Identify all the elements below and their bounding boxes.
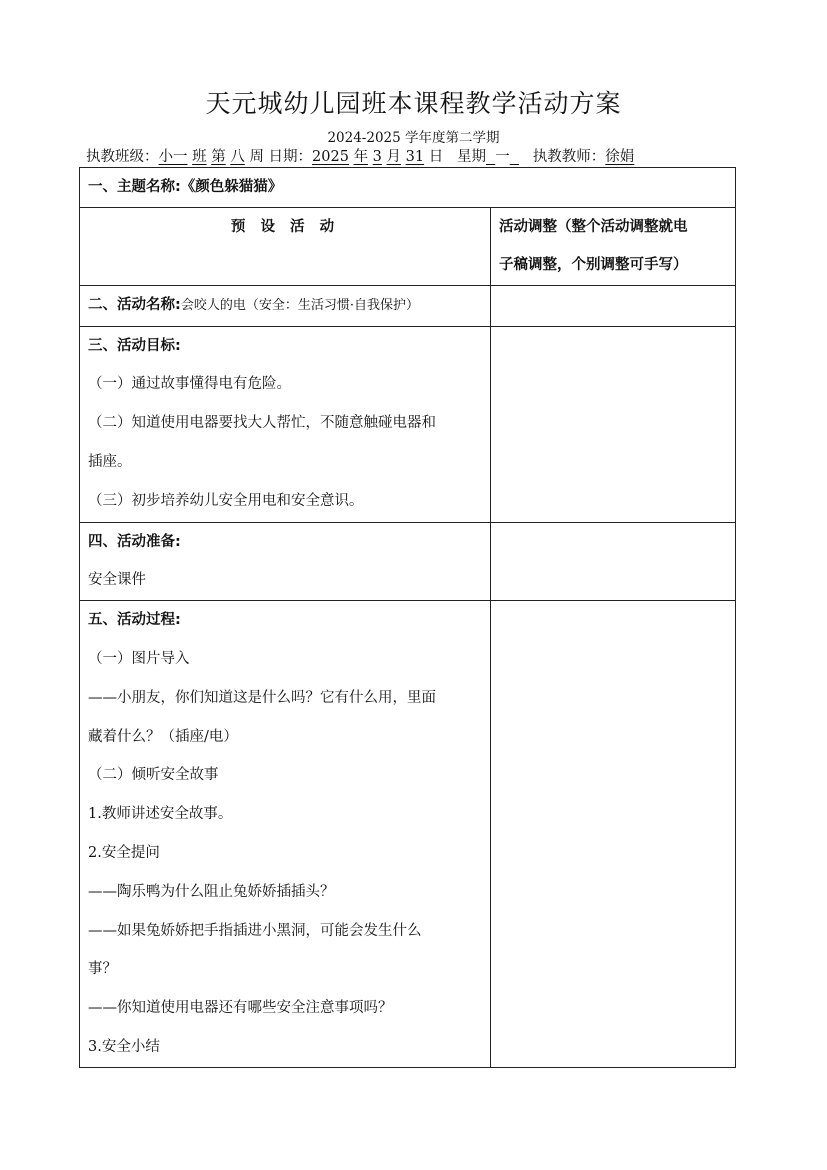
preparation-cell	[80, 522, 491, 601]
process-row	[80, 601, 736, 1068]
header-adjust-line-1: 活动调整（整个活动调整就电	[499, 218, 688, 235]
process-line: （一）图片导入	[88, 650, 190, 667]
class-info-line	[86, 145, 736, 166]
date-year: 2025	[312, 149, 349, 165]
date-month: 3	[372, 149, 382, 165]
process-line: ——陶乐鸭为什么阻止兔娇娇插插头？	[88, 883, 335, 900]
class-suffix: 班	[192, 149, 207, 165]
theme-row	[80, 168, 736, 208]
activity-name-cell	[80, 285, 491, 326]
header-preset-activity: 预 设 活 动	[80, 207, 491, 285]
goal-item: 插座。	[88, 453, 132, 470]
theme-cell	[80, 168, 736, 208]
goals-cell	[80, 326, 491, 522]
activity-name-adjust-cell	[491, 285, 736, 326]
process-label: 五、活动过程:	[88, 612, 181, 629]
document-title: 天元城幼儿园班本课程教学活动方案	[205, 89, 622, 118]
process-line: ——如果兔娇娇把手指插进小黑洞，可能会发生什么	[88, 922, 422, 939]
teacher-label: 执教教师：	[532, 149, 606, 165]
date-label: 日期：	[268, 149, 313, 165]
week-suffix: 周	[249, 149, 264, 165]
header-row	[80, 207, 736, 285]
process-line: 藏着什么？（插座/电）	[88, 728, 238, 745]
goal-item: （二）知道使用电器要找大人帮忙，不随意触碰电器和	[88, 415, 436, 432]
date-month-suffix: 月	[386, 149, 402, 165]
goal-item: （一）通过故事懂得电有危险。	[88, 376, 291, 393]
week-prefix: 第	[211, 149, 226, 165]
teacher-value: 徐娟	[605, 149, 635, 165]
class-label: 执教班级：	[86, 149, 159, 165]
process-line: ——你知道使用电器还有哪些安全注意事项吗？	[88, 1000, 393, 1017]
preparation-adjust-cell	[491, 522, 736, 601]
date-day-suffix: 日	[428, 149, 444, 165]
header-adjust-line-2: 子稿调整，个别调整可手写）	[499, 256, 688, 273]
school-term: 2024-2025 学年度第二学期	[327, 130, 500, 146]
date-year-suffix: 年	[353, 149, 369, 165]
preparation-row	[80, 522, 736, 601]
weekday-label: 星期	[457, 149, 487, 165]
process-line: 2.安全提问	[88, 844, 160, 861]
process-line: ——小朋友，你们知道这是什么吗？它有什么用，里面	[88, 689, 436, 706]
weekday-value	[486, 145, 519, 166]
goals-row	[80, 326, 736, 522]
process-line: 1.教师讲述安全故事。	[88, 806, 233, 823]
process-line: 事？	[88, 961, 117, 978]
goals-label: 三、活动目标:	[88, 337, 181, 354]
process-line: （二）倾听安全故事	[88, 767, 219, 784]
goal-item: （三）初步培养幼儿安全用电和安全意识。	[88, 492, 364, 509]
date-day: 31	[405, 149, 425, 165]
preparation-label: 四、活动准备:	[88, 533, 181, 550]
lesson-plan-table	[79, 167, 736, 1068]
preparation-value: 安全课件	[88, 572, 146, 589]
activity-name-row	[80, 285, 736, 326]
header-activity-adjustment	[491, 207, 736, 285]
process-cell	[80, 601, 491, 1068]
process-line: 3.安全小结	[88, 1038, 160, 1055]
process-adjust-cell	[491, 601, 736, 1068]
class-value: 小一	[158, 149, 188, 165]
activity-name-value: 会咬人的电（安全：生活习惯·自我保护）	[180, 297, 419, 313]
week-value: 八	[230, 149, 245, 165]
goals-adjust-cell	[491, 326, 736, 522]
activity-name-label: 二、活动名称:	[88, 296, 181, 313]
weekday-text: 一	[495, 149, 510, 165]
theme-label: 一、主题名称:《颜色躲猫猫》	[88, 179, 283, 195]
